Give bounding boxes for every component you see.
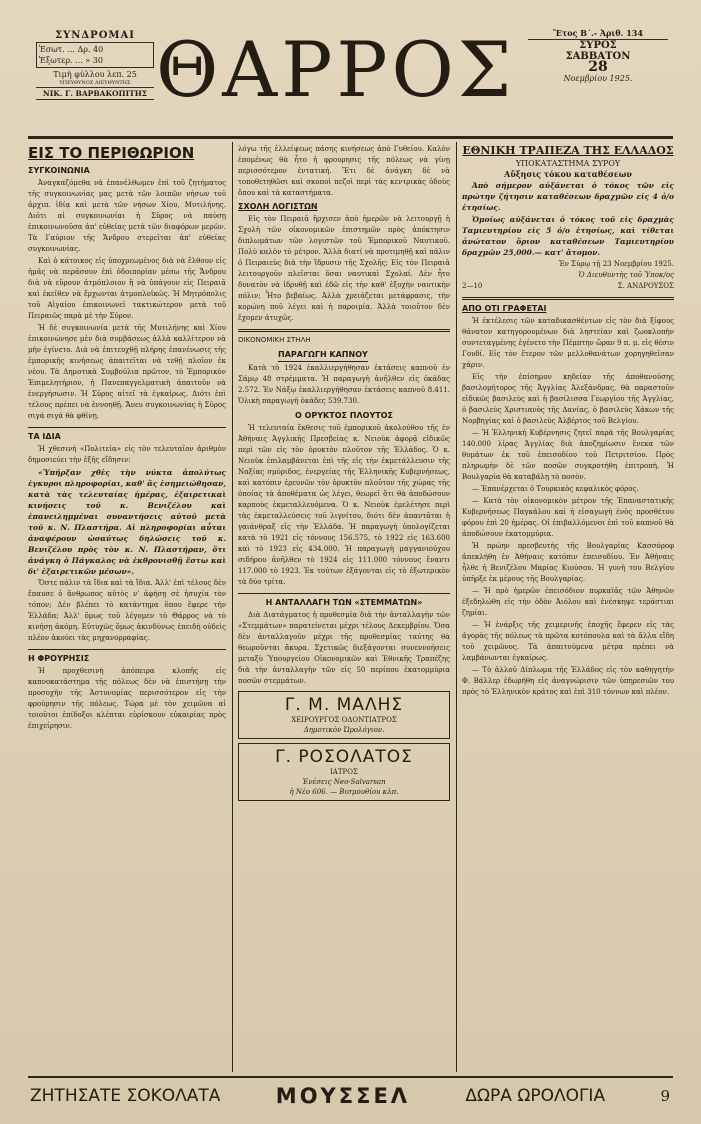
right-column: [462, 144, 674, 1072]
article-title-tobacco: ΠΑΡΑΓΩΓΗ ΚΑΠΝΟΥ: [278, 349, 368, 362]
economic-column-label: ΟΙΚΟΝΟΜΙΚΗ ΣΤΗΛΗ: [238, 336, 311, 344]
month-year: Νοεμβρίου 1925.: [563, 74, 633, 83]
news-item: Ἡ ἐκτέλεσις τῶν καταδικασθέντων εἰς τὸν διὰ ξίφους θάνατον κατηγορουμένων διὰ ληστείαν καὶ ζωοκλοπὴν συντεταγμένης ἐγένετο τὴν Πέμπτην ὥραν 9 π. μ. εἰς θέσιν Γουδί. Εἰς τὸν ἕτερον τῶν μελλοθανάτων χορηγηθεῖσαν χάριν.: [462, 317, 674, 369]
article-title-crowns-exchange: Η ΑΝΤΑΛΛΑΓΗ ΤΩΝ «ΣΤΕΜΜΑΤΩΝ»: [265, 598, 423, 607]
weekday: ΣΑΒΒΑΤΟΝ: [565, 51, 631, 62]
responsible-label: ΥΠΕΥΘΥΝΟΣ ΔΙΕΥΘΥΝΤΗΣ: [59, 80, 131, 86]
news-item: — Κατὰ τὸν οἰκονομικὸν μέτρον τῆς Ἐπαναστατικῆς Κυβερνήσεως Παγκάλου καὶ ἡ εἰσαγωγὴ ἑνὸς προσθέτου φόρου ἐπὶ 20 ἡμέρας. Οἱ ἐπιβαλλόμενοι ἐπὶ τοῦ καπνοῦ θὰ ἀποδώσουν ἑκατομμύρια.: [462, 497, 674, 538]
column-rule-1: [232, 142, 233, 1072]
bank-notice-2: Ὁμοίως αὐξάνεται ὁ τόκος τοῦ εἰς δραχμὰς Ταμιευτηρίου εἰς 5 ὀ/ο ἐτησίως, καὶ τίθεται ἀνώτατον ὅριον καταθέσεων Ταμιευτηρίου δραχμῶν 25,000.— κατ' ἄτομον.: [462, 215, 674, 257]
footer-brand: ΜΟΥΣΣΕΛ: [275, 1084, 411, 1108]
issue-info-box: [528, 28, 668, 84]
ad-dentist-profession: ΧΕΙΡΟΥΡΓΟΣ ΟΔΟΝΤΙΑΤΡΟΣ: [291, 716, 397, 724]
article-title-same: ΤΑ ΙΔΙΑ: [28, 432, 61, 441]
article-paragraph: Καὶ ὁ κάτοικος εἰς ὑποχρεωμένος διὰ νὰ ἔλθουν εἰς ἡμᾶς νὰ περάσουν ἐπὶ ὁδοιπορίαν μέσω τῆς Ἄνδρου διὰ νὰ εὕρουν ἀτμόπλοιον ἢ νὰ ὑπάγουν εἰς Πειραιᾶ καὶ ἐκεῖθεν νὰ ἔρχωνται ἀτμοπλοϊκῶς. Ἡ Μητρόπολις τοῦ Αἰγαίου ἐπικοινωνεῖ τακτικώτερον μετὰ τοῦ Πειραιῶς παρὰ μὲ τὴν Σῦρον.: [28, 257, 226, 320]
footer-ad-strip: [30, 1083, 670, 1109]
article-paragraph: Ὅστε πάλιν τὰ ἴδια καὶ τὰ ἴδια. Ἀλλ' ἐπὶ τέλους δὲν ἔπαυσε ὁ ἄνθρωπος αὐτὸς ν' ἀφήσῃ σὲ ἡσυχία τὸν τόπον; Δὲν βλέπει τὸ κατάντημα ὅπου ἔφερε τὴν Ἑλλάδα; Ἀλλ' ὅμως τοῦ λέγομεν τὸ Θάρρος νὰ τὸ κινήσῃ ἀκόμη. Εὐτυχῶς ὅμως ἀκινδύνως ἐπειδὴ οὐδεὶς πλέον ἀκούει τὰς μηχανορραφίας.: [28, 579, 226, 642]
news-item: — Τὸ ἀλλοῦ Δίπλωμα τῆς Ἐλλάδος εἰς τὸν καθηγητὴν Φ. Βάλλερ ἐδωρήθη εἰς ἀναγνώρισιν τῶν ὑπηρεσιῶν του πρὸς τὸ Ἑλληνικὸν κράτος καὶ ἐπὶ 310 τόννων καὶ πλέον.: [462, 666, 674, 696]
subscription-domestic: Ἐσωτ. ... Δρ. 40: [39, 45, 104, 54]
issue-day: 28: [588, 59, 608, 75]
news-item: — Ἡ Ἑλληνικὴ Κυβέρνησις ζητεῖ παρὰ τῆς Βουλγαρίας 140.000 λίρας Ἀγγλίας διὰ ἀποζημίωσιν ἕνεκα τῶν θυμάτων ἐκ τοῦ ἐπεισοδίου τοῦ Πετριτσίου. Πρὸς πληρωμὴν δὲ τῶν ποσῶν συγκροτήθη ἐπιτροπὴ. Ἡ Βουλγαρία θὰ καταβάλῃ τὸ ποσὸν.: [462, 429, 674, 481]
article-title-mineral-wealth: Ο ΟΡΥΚΤΟΣ ΠΛΟΥΤΟΣ: [295, 411, 393, 420]
article-paragraph: Ἡ χθεσινὴ «Πολιτεία» εἰς τὸν τελευταῖον ἀριθμὸν δημοσιεύει τὴν ἑξῆς εἴδησιν:: [28, 445, 226, 464]
single-copy-price: Τιμὴ φύλλου λεπ. 25: [53, 70, 137, 79]
column-rule-2: [456, 142, 457, 1072]
page-number: 9: [660, 1087, 670, 1105]
article-paragraph: Ἡ δὲ συγκοινωνία μετὰ τῆς Μυτιλήνης καὶ Χίου ἐπικοινώνησε μὲν διὰ συμβάσεως ἀλλὰ καλλίτερον νὰ μὴν ἐγίνετο. Διὰ νὰ ἐπιτευχθῇ πλήρης ἐπανένωσις τῆς ἐμπορικῆς κινήσεως ἀπαιτεῖται νὰ τεθῇ πλοῖον ἐκ νέου. Τὰ Δημοτικὰ Συμβούλια πρῶτον, τὸ Ἐμπορικὸν Ἐπιμελητήριον, ἡ Πανεπαγγελματικὴ ἀπαιτοῦν νὰ ἐνεργήσωσιν. Ἡ Σῦρος αἰτεῖ τὰ ἐγκαίρως. Διότι ἐπὶ τέλους πρέπει νὰ ἐννοηθῇ. Ἄνευ συγκοινωνίας ἡ Σῦρος σιγά σιγά θὰ φθίνῃ.: [28, 324, 226, 420]
bank-branch: ΥΠΟΚΑΤΑΣΤΗΜΑ ΣΥΡΟΥ: [515, 159, 621, 168]
article-paragraph: Ἀναγκαζόμεθα νὰ ἐπανέλθωμεν ἐπὶ τοῦ ζητήματος τῆς συγκοινωνίας μας μετὰ τῶν λοιπῶν νήσων τοῦ ἀρχιπ. ἰδίᾳ καὶ μετὰ τῶν νήσων Χίου, Μυτιλήνης. Διότι αἱ συγκοινωνίαι ἡ Σῦρος νὰ παύσῃ ἐπικοινωνοῦσα ἀπ' εὐθείας μετὰ τῶν διαφόρων μερῶν. Τὰ Γαύριον τῆς Ἄνδρου στερεῖται ἀπ' εὐθείας συγκοινωνίας.: [28, 179, 226, 253]
article-title-guarding: Η ΦΡΟΥΡΗΣΙΣ: [28, 654, 90, 663]
news-item: Ἡ πρώην πρεσβευτὴς τῆς Βουλγαρίας Κασσόροφ ἀπεκλήθη ἐν Ἀθήναις κατόπιν ἐπεισοδίου. Ἐν Ἀθήναις ἦλθε ἡ Βενιζέλου Μαρίας Κιούσου. Ἡ γυνὴ του Βελγίου ὑπῆρξε ἐκ μέρους τῆς Βουλγαρίας.: [462, 542, 674, 583]
divider: [28, 649, 226, 650]
bank-heading: Αὔξησις τόκου καταθέσεων: [504, 169, 632, 179]
article-paragraph: Κατὰ τὸ 1924 ἐκαλλιεργήθησαν ἐκτάσεις καπνοῦ ἐν Σάμῳ 48 στρέμματα. Ἡ παραγωγὴ ἀνῆλθεν εἰς ὀκάδας 2.572. Ἐν Νάξῳ ἐκαλλιεργήθησαν ἐκτάσεις καπνοῦ 8.411. Ὁλικὴ παραγωγὴ ὀκάδες 539.730.: [238, 364, 450, 405]
year-issue: Ἔτος Β΄.- Ἀριθ. 134: [528, 28, 668, 40]
divider: [462, 297, 674, 300]
section-title-margin: ΕΙΣ ΤΟ ΠΕΡΙΘΩΡΙΟΝ: [28, 144, 195, 162]
bank-date: Ἐν Σύρῳ τῇ 23 Νοεμβρίου 1925.: [558, 260, 674, 268]
article-title-communication: ΣΥΓΚΟΙΝΩΝΙΑ: [28, 166, 90, 175]
article-paragraph: Ἡ προχθεσινὴ ἀπόπειρα κλοπῆς εἰς καπνοκατάστημα τῆς πόλεως δὲν νὰ ἐπιστήσῃ τὴν προσοχὴν τῆς Ἀστυνομίας περισσότερον εἰς τὴν φρούρησιν τῆς πόλεως. Τώρα μὲ τὸν χειμῶνα αἱ τοιοῦτοι ἐπίδοξοι κλέπται εὑρίσκουν εὐκαιρίας πρὸς ἐπιχείρησιν.: [28, 667, 226, 730]
article-paragraph: Διὰ Διατάγματος ἡ προθεσμία διὰ τὴν ἀνταλλαγὴν τῶν «Στεμμάτων» παρατείνεται μέχρι τέλους Δεκεμβρίου. Ὅσα δὲν ἀνταλλαγοῦν μέχρι τῆς προθεσμίας ταύτης θὰ θεωροῦνται ἄκυρα. Σχετικῶς διεξάγονται συνεννοήσεις μεταξὺ Ὑπουργείου Οἰκονομικῶν καὶ Ἐθνικῆς Τραπέζης διὰ τὴν ἀνταλλαγὴν τῶν εἰς 50 περίπου ἑκατομμύρια ποσῶν στεμμάτων.: [238, 611, 450, 685]
subscriptions-title: ΣΥΝΔΡΟΜΑΙ: [55, 30, 135, 41]
bank-ref: 2—10: [462, 282, 483, 290]
divider: [238, 329, 450, 332]
header-rule: [28, 136, 673, 139]
article-paragraph: Ἡ τελευταία ἔκθεσις τοῦ ἐμπορικοῦ ἀκολούθου τῆς ἐν Ἀθήναις Ἀγγλικῆς Πρεσβείας κ. Νειοὺκ ἀφορᾷ εἰδικῶς περὶ τῶν εἰς τὸν ὀρυκτὸν πλοῦτον τῆς Ἑλλάδος. Ὁ κ. Νειοὺκ ἐπιλαμβάνεται ἐπὶ τῆς εἰς τὴν ἐκμετάλλευσιν τῆς Ναξίας σμύριδος, ἐνεργείας τῆς Ἑλληνικῆς Κυβερνήσεως, καὶ κατόπιν ἐρευνῶν τὸν ὀρυκτὸν πλοῦτον τῆς χώρας τῆς ὁποίας τὰ ἀποθέματα ὡς λέγει, θεωρεῖ ὅτι θὰ ἀποδώσουν καρποὺς ἐκμεταλλευόμενα. Ὁ κ. Νειοὺκ ἐμελέτησε περὶ τὰς ἐκμεταλλεύσεις τοῦ λιγνίτου, διότι δὲν ἀπαντᾶται ἡ γαιάνθραξ εἰς τὴν Ἑλλάδα. Ἡ παραγωγὴ ὑπολογίζεται κατὰ τὸ 1921 εἰς τόννους 156.575, τὸ 1922 εἰς 163.600 καὶ τὸ 1923 εἰς 434.000. Ἡ παραγωγὴ μαγγανιούχου σιδήρου ἀνῆλθεν τὸ 1924 εἰς 111.000 τόννους ἔναντι 117.000 τὸ 1923. Ἐκ τούτων ἐξάγονται εἰς τὸ ἐξωτερικὸν τὰ δύο τρίτα.: [238, 424, 450, 586]
footer-gift-clocks: ΔΩΡΑ ΩΡΟΛΟΓΙΑ: [465, 1086, 606, 1106]
bank-notice-1: Ἀπὸ σήμερον αὐξάνεται ὁ τόκος τῶν εἰς πρώτην ζήτησιν καταθέσεων δραχμῶν εἰς 4 ὀ/ο ἐτησίως.: [462, 181, 674, 212]
footer-rule: [28, 1076, 673, 1078]
ad-doctor-profession: ΙΑΤΡΟΣ: [330, 768, 358, 776]
left-column: [28, 144, 226, 1072]
ad-doctor-injections: Ἐνέσεις Neo-Salvarsan: [302, 778, 386, 786]
news-item: — Ἡ πρὸ ἡμερῶν ἐπεισόδιον πυρκαϊᾶς τῶν Ἀθηνῶν ἐξεδηλώθη εἰς τὴν ὁδὸν Ἀιόλου καὶ ἐνέσκηψε τεράστιαι ζημίαι.: [462, 587, 674, 617]
article-title-accountants-school: ΣΧΟΛΗ ΛΟΓΙΣΤΩΝ: [238, 202, 318, 211]
ad-doctor-address: ἡ Νέο 606. — Βισμουθίου κλπ.: [289, 788, 399, 796]
news-item: Εἰς τὴν ἐπίσημον κηδείαν τῆς ἀποθανούσης βασιλομήτορος τῆς Ἀγγλίας Ἀλεξάνδρας, θὰ παραστοῦν εἰδικῶς βασιλεὺς καὶ ἡ βασίλισσα Γεωργίου τῆς Ἀγγλίας, ὁ βασιλεὺς Χριστιανὸς τῆς Δανίας, ὁ βασιλεὺς Χάκων τῆς Νορβηγίας καὶ ὁ βασιλεὺς Ἀλβέρτος τοῦ Βελγίου.: [462, 373, 674, 425]
advertisement-dentist: [238, 691, 450, 739]
footer-ask-chocolate: ΖΗΤΗΣΑΤΕ ΣΟΚΟΛΑΤΑ: [30, 1086, 221, 1106]
news-section-title: ΑΠΟ ΟΤΙ ΓΡΑΦΕΤΑΙ: [462, 304, 547, 313]
bank-signature-row: [462, 281, 674, 292]
news-item: — Ἐπανέρχεται ὁ Τουρκικὸς κεφαλικὸς φόρος.: [472, 485, 639, 493]
city-name: ΣΥΡΟΣ: [579, 40, 617, 51]
subscription-rates: [36, 42, 154, 68]
article-paragraph: Εἰς τὸν Πειραιᾶ ἤρχισεν ἀπὸ ἡμερῶν νὰ λειτουργῇ ἡ Σχολὴ τῶν οἰκονομικῶν ἐπιστημῶν πρὸς ἀπόκτησιν διπλωμάτων τῶν λογιστῶν τοῦ Ἐμπορικοῦ Ναυτικοῦ. Πολὺ καλὸν τὸ μέτρον. Ἀλλὰ διατί νὰ προτιμηθῇ καὶ πάλιν ὁ Πειραιεὺς διὰ τὴν ἵδρυσιν τῆς Σχολῆς; Εἰς τὸν Πειραιᾶ λειτουργοῦν πλεῖσται ὅσαι ναυτικαὶ Σχολαί. Δὲν ἦτο δυνατὸν νὰ ἱδρυθῇ καὶ ἐδῶ εἰς τὴν καθ' ἐξοχὴν ναυτικὴν πόλιν; Ἦτο βεβαίως. Ἀλλὰ χρειάζεται μετάφρασις, τὴν κορώνη ποῦ λέγει καὶ ἡ παροιμία. Ἀλλὰ τοιοῦτον δὲν ἔχομεν ἀτυχῶς.: [238, 215, 450, 322]
middle-column: [238, 144, 450, 1072]
owner-name: ΝΙΚ. Γ. ΒΑΡΒΑΚΟΠΙΤΗΣ: [36, 87, 154, 100]
article-paragraph: λόγω τῆς ἐλλείψεως πάσης κινήσεως ἀπὸ Γυθείου. Καλὸν ἐπομένως θὰ ἦτο ἡ φρουρησις τῆς πόλεως νὰ γίνῃ περισσότερον ἐντατική. Ἔτι δὲ ἀνάγκη δὲ νὰ τοποθετηθῶσι καὶ σκοποὶ πεζοὶ περὶ τὰς κεντρικὰς ὁδοὺς ὅπου καὶ τὰ καταστήματα.: [238, 145, 450, 197]
divider: [238, 593, 450, 594]
quoted-report: «Ὑπῆρξαν χθὲς τὴν νύκτα ἀπολύτως ἐγκυροι πληροφορίαι, καθ' ἃς ἐσημειώθησαν, κατὰ τὰς τελευταίας ἡμέρας, ἐξαιρετικαὶ κινήσεις τοῦ κ. Βενιζέλου καὶ ἐπανειλημμέναι συναντήσεις αὐτοῦ μετὰ τοῦ κ. Ν. Πλαστήρα. Αἱ πληροφορίαι αὗται ἀναφέρουν ὡσαύτως δηλώσεις τοῦ κ. Βενιζέλου πρὸς τὸν κ. Ν. Πλαστήραν, ὅτι ἀνάγκη ὁ Πάγκαλος νὰ ἐκθρονισθῇ ἔστω καὶ δι' ἐξαιρετικῶν μέσων».: [28, 468, 226, 576]
ad-doctor-name: Γ. ΡΟΣΟΛΑΤΟΣ: [275, 747, 413, 767]
divider: [28, 427, 226, 428]
advertisement-doctor: [238, 743, 450, 801]
bank-signer-title: Ὁ Διευθυντὴς τοῦ Ὑποκ/ος: [578, 271, 674, 279]
masthead-title: ΘΑΡΡΟΣ: [156, 25, 516, 114]
news-item: — Ἡ ἐνάρξις τῆς χειμερινῆς ἐποχῆς ἔφερεν εἰς τὰς ἀγορὰς τῆς πόλεως τὰ πρῶτα κοτόπουλα καὶ τὰ ἄλλα εἴδη τοῦ χειμῶνος. Τὰ ἀπαιτούμενα μέτρα πρέπει νὰ λαμβάνωνται ἐγκαίρως.: [462, 621, 674, 662]
bank-ad-title: ΕΘΝΙΚΗ ΤΡΑΠΕΖΑ ΤΗΣ ΕΛΛΑΔΟΣ: [462, 144, 674, 157]
subscription-foreign: Ἐξωτερ. ... » 30: [39, 56, 103, 65]
ad-dentist-name: Γ. Μ. ΜΑΛΗΣ: [284, 695, 404, 715]
ad-dentist-address: Δημοτικὸν Ὡρολόγιον.: [303, 726, 385, 734]
bank-signer: Σ. ΑΝΔΡΟΥΣΟΣ: [617, 282, 674, 290]
subscription-box: [36, 30, 154, 102]
